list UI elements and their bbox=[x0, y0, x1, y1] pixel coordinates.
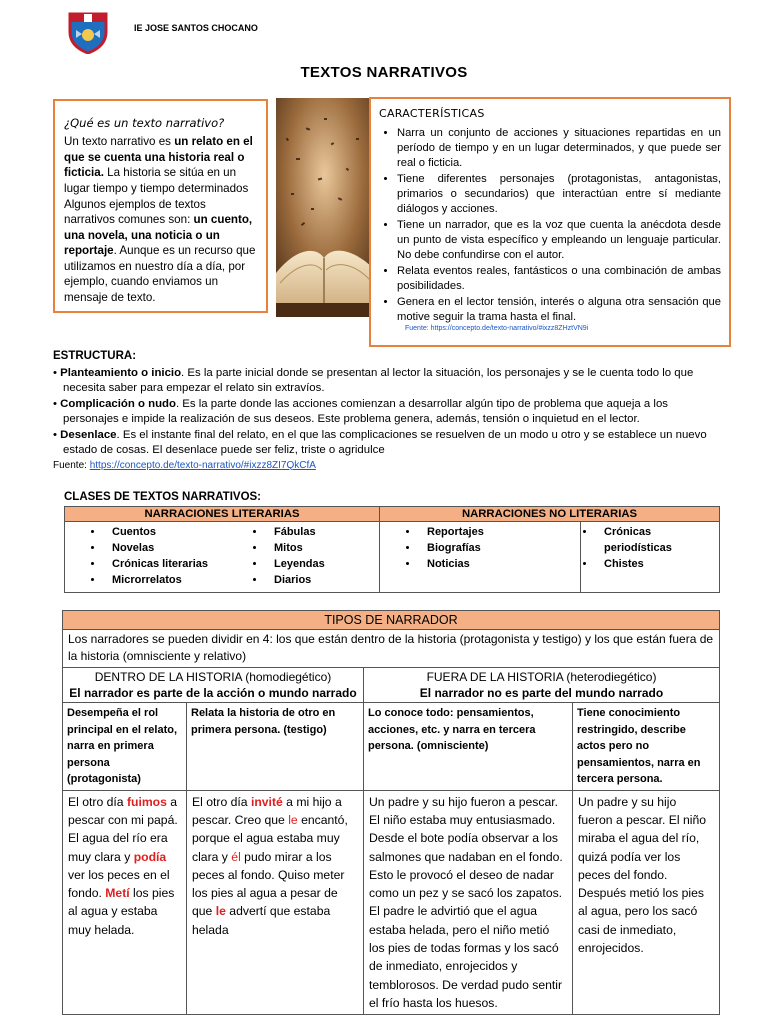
list-item: • Novelas bbox=[104, 541, 226, 557]
text: ver los peces en el fondo. bbox=[68, 867, 170, 901]
text: El otro día bbox=[68, 794, 127, 809]
outside-story-header bbox=[364, 667, 720, 702]
classes-col-2 bbox=[227, 522, 380, 593]
definition-paragraph-2 bbox=[64, 197, 257, 306]
structure-source bbox=[53, 459, 723, 473]
list-item: • Biografías bbox=[419, 541, 579, 557]
list-item: • Leyendas bbox=[266, 557, 378, 573]
classes-col-3 bbox=[380, 522, 581, 593]
structure-heading: ESTRUCTURA: bbox=[53, 350, 137, 362]
list-item: • Mitos bbox=[266, 541, 378, 557]
school-crest-logo bbox=[62, 10, 114, 54]
structure-item: • Planteamiento o inicio. Es la parte inicial donde se presentan al lector la situación, los personajes y se le cuenta todo lo que necesita saber para empezar el relato sin extravíos. bbox=[53, 366, 694, 395]
source-link[interactable]: https://concepto.de/texto-narrativo/#ixzz8ZI7QkCfA bbox=[89, 459, 316, 471]
list-item: • Relata eventos reales, fantásticos o una combinación de ambas posibilidades. bbox=[397, 264, 721, 294]
highlight-verb: podía bbox=[133, 849, 167, 864]
highlight-pronoun: le bbox=[215, 904, 226, 919]
structure-section bbox=[53, 349, 723, 472]
example-relative: Un padre y su hijo fueron a pescar. El niño miraba el agua del río, quizá podía ver los peces del fondo. Después metió los pies al agua, pero los sacó casi de inmediato, enrojecidos. bbox=[573, 790, 720, 1015]
text: a pescar con mi papá. El agua del río era muy clara y bbox=[68, 794, 178, 864]
list-item: • Crónicas literarias bbox=[104, 557, 226, 573]
school-name: IE JOSE SANTOS CHOCANO bbox=[134, 23, 258, 33]
highlight-pronoun: él bbox=[231, 849, 241, 864]
structure-item: • Desenlace. Es el instante final del relato, en el que las complicaciones se resuelven de un modo u otro y se establece un nuevo estado de cosas. El desenlace puede ser feliz, triste o agridulce bbox=[53, 428, 707, 457]
highlight-verb: invité bbox=[250, 794, 283, 809]
characteristics-box bbox=[369, 97, 731, 347]
text: a mi hijo a pescar. Creo que bbox=[192, 794, 342, 827]
highlight-verb: fuimos bbox=[126, 794, 167, 809]
text: Algunos ejemplos de textos narrativos comunes son: bbox=[64, 197, 206, 227]
structure-item: • Complicación o nudo. Es la parte donde las acciones comienzan a desarrollar algún tipo de problema que aqueja a los personajes e impide la realización de sus deseos. Este problema genera, además, tensión o inquietud en el lector. bbox=[53, 397, 668, 426]
non-literary-header: NARRACIONES NO LITERARIAS bbox=[380, 507, 720, 522]
structure-text: . Es la parte donde las acciones comienzan a desarrollar algún tipo de problema que aqueja a los personajes e impide la realización de sus deseos. Este problema genera, además, tensión o inquietud en el lector. bbox=[63, 397, 668, 426]
example-witness bbox=[187, 790, 364, 1015]
list-item: • Genera en el lector tensión, interés o alguna otra sensación que motive seguir la trama hasta el final. bbox=[397, 295, 721, 325]
narrator-desc-witness: Relata la historia de otro en primera persona. (testigo) bbox=[187, 703, 364, 791]
list-item: • Chistes bbox=[596, 557, 718, 573]
definition-heading: ¿Qué es un texto narrativo? bbox=[64, 116, 225, 130]
text-bold: un cuento, una novela, una noticia o un reportaje bbox=[64, 213, 253, 258]
list-item: • Microrrelatos bbox=[104, 573, 226, 589]
literary-header: NARRACIONES LITERARIAS bbox=[65, 507, 380, 522]
highlight-verb: Metí bbox=[105, 886, 130, 901]
text: Un texto narrativo es bbox=[64, 135, 175, 149]
structure-term: Complicación o nudo bbox=[60, 397, 176, 410]
list-item: • Crónicas periodísticas bbox=[596, 525, 718, 557]
example-omniscient: Un padre y su hijo fueron a pescar. El niño estaba muy entusiasmado. Desde el bote podía observar a los salmones que nadaban en el fondo. Esto le provocó el deseo de nadar como un pez y se sacó los zapatos. El padre le advirtió que el agua estaba helada, pero el niño metió los pies de todas formas y los sacó de inmediato, enrojecidos y temblorosos. De verdad pudo sentir el frío hasta los huesos. bbox=[364, 790, 573, 1015]
list-item: • Noticias bbox=[419, 557, 579, 573]
narrator-desc-relative: Tiene conocimiento restringido, describe actos pero no pensamientos, narra en tercera persona. bbox=[573, 703, 720, 791]
text: encantó, porque el agua estaba muy clara y bbox=[192, 812, 348, 864]
structure-text: . Es el instante final del relato, en el que las complicaciones se resuelven de un modo u otro y se establece un nuevo estado de cosas. El desenlace puede ser feliz, triste o agridulce bbox=[63, 428, 707, 457]
inside-story-subtitle: El narrador es parte de la acción o mundo narrado bbox=[69, 685, 357, 700]
text: . Aunque es un recurso que utilizamos en nuestro día a día, por ejemplo, cuando enviamos un mensaje de texto. bbox=[64, 244, 256, 304]
characteristics-heading: CARACTERÍSTICAS bbox=[379, 107, 485, 120]
text: pudo mirar a los peces al fondo. Quiso meter los pies al agua a pesar de que bbox=[192, 849, 345, 919]
list-item: • Narra un conjunto de acciones y situaciones repartidas en un período de tiempo y en un lugar determinados, y que puede ser real o ficticia. bbox=[397, 126, 721, 171]
narrator-types-heading: TIPOS DE NARRADOR bbox=[63, 611, 720, 630]
text: advertí que estaba helada bbox=[192, 904, 331, 937]
structure-term: Desenlace bbox=[60, 428, 117, 441]
inside-story-header bbox=[63, 667, 364, 702]
characteristics-source[interactable]: Fuente: https://concepto.de/texto-narrativo/#ixzz8ZHztVN9i bbox=[405, 324, 589, 332]
open-book-image bbox=[276, 98, 373, 317]
text: La historia se sitúa en un lugar tiempo y tiempo determinados bbox=[64, 166, 249, 195]
text: los pies al agua y estaba muy helada. bbox=[68, 886, 175, 937]
text: El otro día bbox=[192, 794, 251, 809]
definition-box bbox=[53, 99, 268, 313]
classes-heading: CLASES DE TEXTOS NARRATIVOS: bbox=[64, 491, 262, 503]
list-item: • Tiene un narrador, que es la voz que cuenta la anécdota desde un punto de vista específico y empleando un lenguaje particular. No debe confundirse con el autor. bbox=[397, 218, 721, 263]
narrator-types-table bbox=[62, 610, 720, 1015]
inside-story-title: DENTRO DE LA HISTORIA (homodiegético) bbox=[94, 669, 332, 684]
narrator-types-intro: Los narradores se pueden dividir en 4: los que están dentro de la historia (protagonista y testigo) y los que están fuera de la historia (omnisciente y relativo) bbox=[63, 630, 720, 668]
characteristics-list bbox=[377, 126, 721, 325]
classes-col-1 bbox=[65, 522, 228, 593]
structure-term: Planteamiento o inicio bbox=[60, 366, 182, 379]
list-item: • Fábulas bbox=[266, 525, 378, 541]
classes-table bbox=[64, 506, 720, 593]
list-item: • Diarios bbox=[266, 573, 378, 589]
classes-col-4 bbox=[581, 522, 720, 593]
text-bold: un relato en el que se cuenta una historia real o ficticia. bbox=[64, 135, 253, 180]
highlight-pronoun: le bbox=[288, 812, 298, 827]
narrator-desc-protagonist: Desempeña el rol principal en el relato, narra en primera persona (protagonista) bbox=[63, 703, 187, 791]
source-label: Fuente: bbox=[53, 459, 90, 471]
outside-story-subtitle: El narrador no es parte del mundo narrado bbox=[419, 685, 664, 700]
example-protagonist bbox=[63, 790, 187, 1015]
narrator-desc-omniscient: Lo conoce todo: pensamientos, acciones, etc. y narra en tercera persona. (omnisciente) bbox=[364, 703, 573, 791]
definition-paragraph-1 bbox=[64, 134, 257, 196]
list-item: • Cuentos bbox=[104, 525, 226, 541]
structure-text: . Es la parte inicial donde se presentan al lector la situación, los personajes y se le cuenta todo lo que necesita saber para empezar el relato sin extravíos. bbox=[63, 366, 694, 395]
list-item: • Reportajes bbox=[419, 525, 579, 541]
page-title: TEXTOS NARRATIVOS bbox=[300, 64, 468, 81]
list-item: • Tiene diferentes personajes (protagonistas, antagonistas, primarios o secundarios) que interactúan entre sí mediante diálogos y acciones. bbox=[397, 172, 721, 217]
outside-story-title: FUERA DE LA HISTORIA (heterodiegético) bbox=[426, 669, 657, 684]
